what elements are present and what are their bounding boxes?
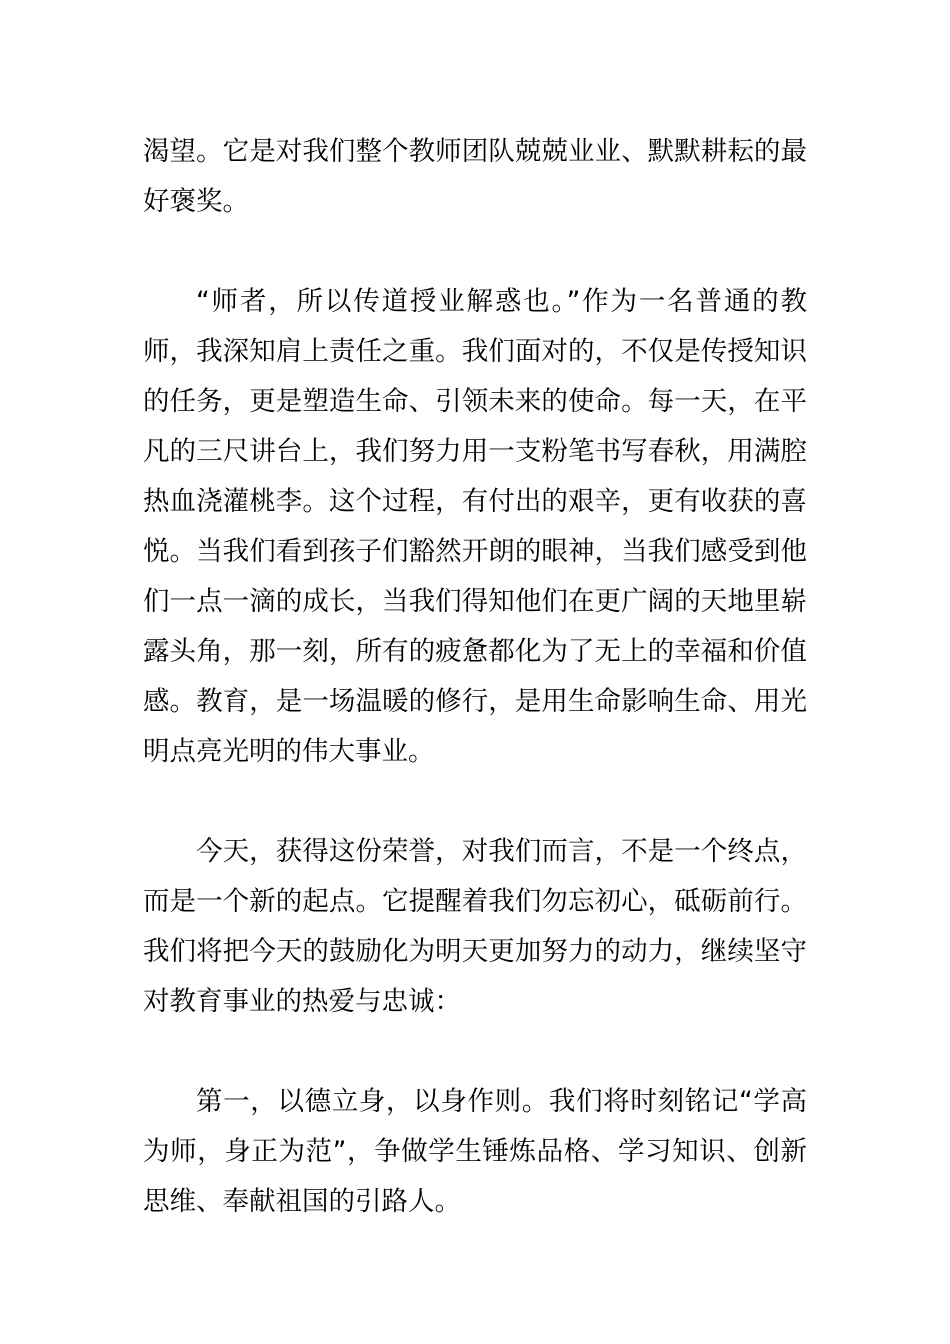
paragraph-new-starting-point: 今天，获得这份荣誉，对我们而言，不是一个终点，而是一个新的起点。它提醒着我们勿忘初心，砥砺前行。我们将把今天的鼓励化为明天更加努力的动力，继续坚守对教育事业的热爱与忠诚：	[143, 836, 807, 1017]
paragraph-first-commitment: 第一，以德立身，以身作则。我们将时刻铭记“学高为师，身正为范”，争做学生锤炼品格、学习知识、创新思维、奉献祖国的引路人。	[143, 1086, 807, 1217]
paragraph-continuation: 渴望。它是对我们整个教师团队兢兢业业、默默耕耘的最好褒奖。	[143, 136, 807, 217]
paragraph-teacher-responsibility: “师者，所以传道授业解惑也。”作为一名普通的教师，我深知肩上责任之重。我们面对的，不仅是传授知识的任务，更是塑造生命、引领未来的使命。每一天，在平凡的三尺讲台上，我们努力用一支粉笔书写春秋，用满腔热血浇灌桃李。这个过程，有付出的艰辛，更有收获的喜悦。当我们看到孩子们豁然开朗的眼神，当我们感受到他们一点一滴的成长，当我们得知他们在更广阔的天地里崭露头角，那一刻，所有的疲惫都化为了无上的幸福和价值感。教育，是一场温暖的修行，是用生命影响生命、用光明点亮光明的伟大事业。	[143, 286, 807, 767]
